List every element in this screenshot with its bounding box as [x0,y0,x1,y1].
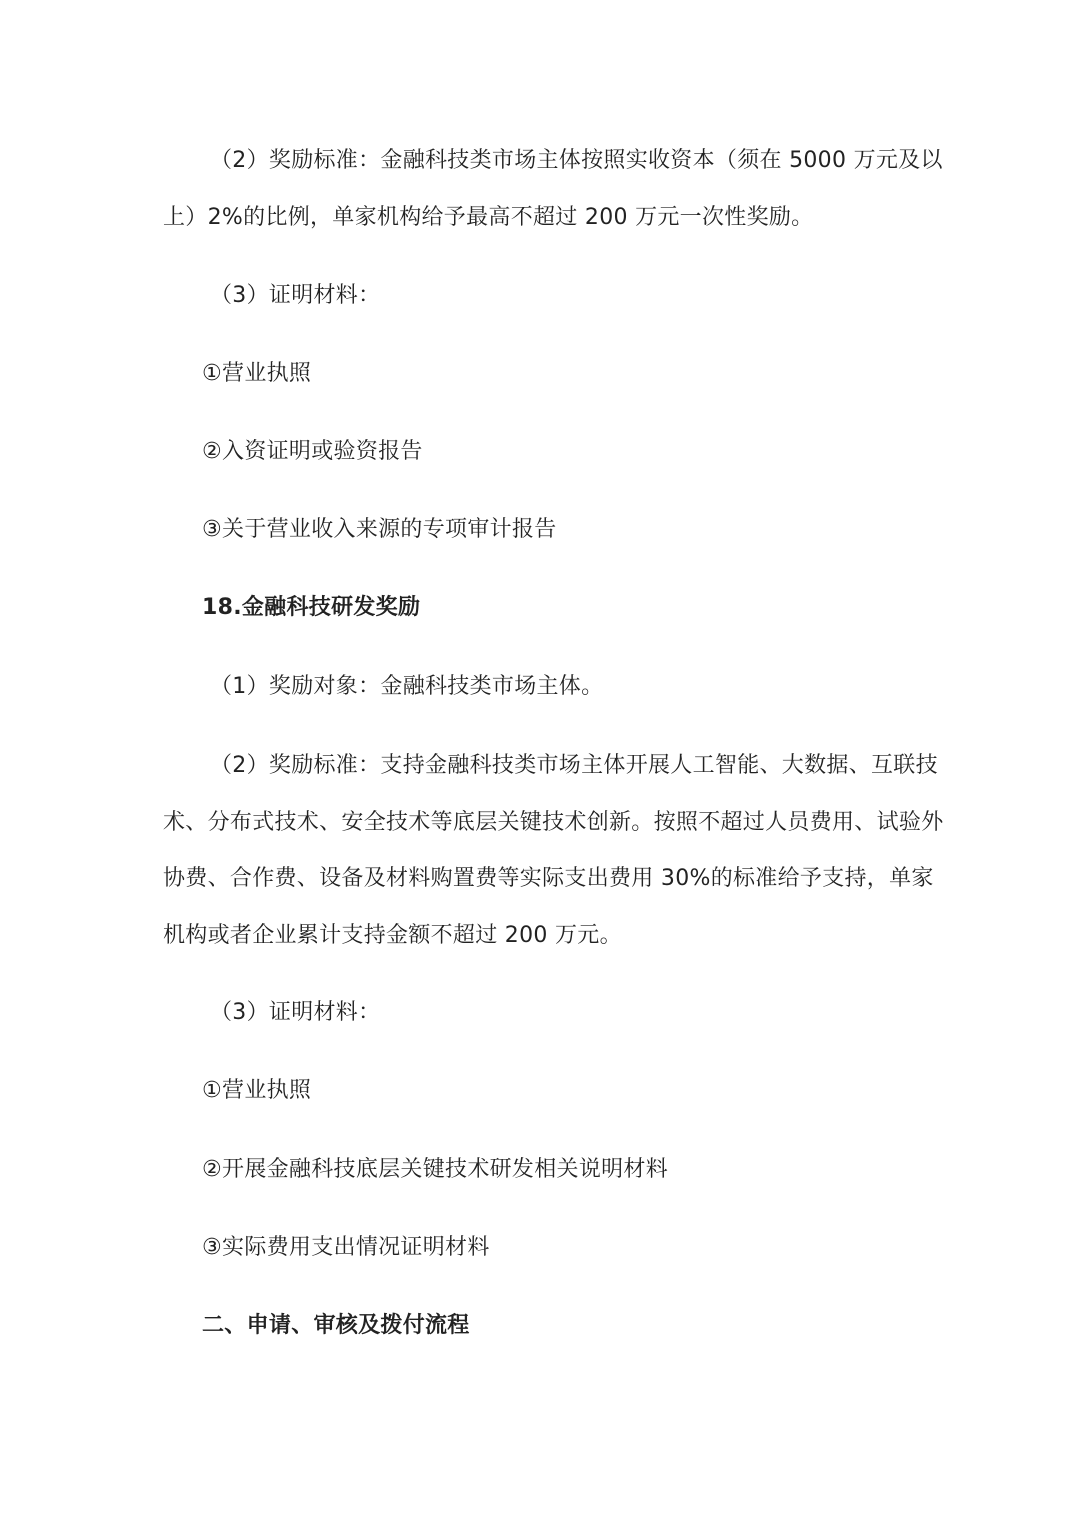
s18-standard-line-2: 术、分布式技术、安全技术等底层关键技术创新。按照不超过人员费用、试验外 [163,810,944,835]
s18-material-item-1: ①营业执照 [202,1078,312,1103]
s17-standard-line-1: （2）奖励标准：金融科技类市场主体按照实收资本（须在 5000 万元及以 [210,148,943,173]
s18-materials-heading: （3）证明材料： [210,1000,381,1025]
s17-material-item-2: ②入资证明或验资报告 [202,439,423,464]
s17-material-item-1: ①营业执照 [202,361,312,386]
s18-standard-line-3: 协费、合作费、设备及材料购置费等实际支出费用 30%的标准给予支持，单家 [163,866,934,891]
s17-material-item-3: ③关于营业收入来源的专项审计报告 [202,517,557,542]
s18-material-item-2: ②开展金融科技底层关键技术研发相关说明材料 [202,1157,669,1182]
s17-materials-heading: （3）证明材料： [210,283,381,308]
s18-material-item-3: ③实际费用支出情况证明材料 [202,1235,490,1260]
s18-standard-line-1: （2）奖励标准：支持金融科技类市场主体开展人工智能、大数据、互联技 [210,753,938,778]
part-2-heading: 二、申请、审核及拨付流程 [202,1313,470,1338]
s17-standard-line-2: 上）2%的比例，单家机构给予最高不超过 200 万元一次性奖励。 [163,205,814,230]
s18-standard-line-4: 机构或者企业累计支持金额不超过 200 万元。 [163,923,622,948]
s18-target: （1）奖励对象：金融科技类市场主体。 [210,674,604,699]
section-18-heading: 18.金融科技研发奖励 [202,595,421,620]
